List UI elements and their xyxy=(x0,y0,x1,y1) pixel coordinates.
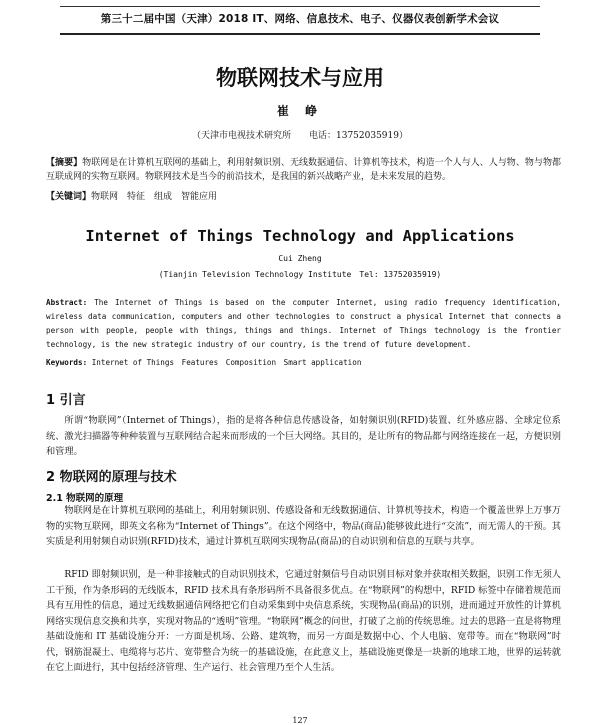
abstract-cn xyxy=(46,156,561,184)
section-1-paragraph: 所谓“物联网”（Internet of Things），指的是将各种信息传感设备，如射频识别(RFID)装置、红外感应器、全球定位系统、激光扫描器等种种装置与互联网结合起来而形成的一个巨大网络。其目的，是让所有的物品都与网络连接在一起，方便识别和管理。 xyxy=(46,415,561,457)
section-2-heading: 2 物联网的原理与技术 xyxy=(46,470,177,485)
section-2-1-paragraph-1: 物联网是在计算机互联网的基础上，利用射频识别、传感设备和无线数据通信、计算机等技术，构造一个覆盖世界上万事万物的实物互联网，即英文名称为“Internet of Things”。在这个网络中，物品(商品)能够彼此进行“交流”，而无需人的干预。其实质是利用射频自动识别(RFID)技术，通过计算机互联网实现物品(商品)的自动识别和信息的互联与共享。 xyxy=(46,505,561,547)
keywords-en-label: Keywords: xyxy=(46,358,88,367)
paper-title-en: Internet of Things Technology and Applications xyxy=(85,227,515,245)
conference-header: 第三十二届中国（天津）2018 IT、网络、信息技术、电子、仪器仪表创新学术会议 xyxy=(60,6,540,35)
abstract-en xyxy=(46,296,561,352)
author-en: Cui Zheng xyxy=(278,254,322,263)
keywords-cn-label: 【关键词】 xyxy=(46,192,92,202)
section-2-1-heading: 2.1 物联网的原理 xyxy=(46,493,124,504)
affiliation-en: (Tianjin Television Technology Institute Tel: 13752035919) xyxy=(158,270,442,279)
abstract-cn-text: 物联网是在计算机互联网的基础上，利用射频识别、无线数据通信、计算机等技术，构造一个人与人、人与物、物与物都互联成网的实物互联网。物联网技术是当今的前沿技术，是我国的新兴战略产业，是未来发展的趋势。 xyxy=(46,158,561,182)
abstract-cn-label: 【摘要】 xyxy=(46,158,83,168)
section-1-heading: 1 引言 xyxy=(46,393,86,408)
keywords-en xyxy=(46,357,561,368)
keywords-cn-text: 物联网 特征 组成 智能应用 xyxy=(91,192,218,202)
abstract-en-label: Abstract: xyxy=(46,298,88,307)
affiliation-cn: （天津市电视技术研究所 电话：13752035919） xyxy=(192,131,408,141)
abstract-en-text: The Internet of Things is based on the computer Internet, using radio frequency identification, wireless data communication, computers and other technologies to construct a physical Internet that connects a person with people, people with things, things and things. Internet of Things technology is the frontier technology, is the new strategic industry of our country, is the trend of future development. xyxy=(46,298,561,349)
section-2-1-paragraph-2: RFID 即射频识别，是一种非接触式的自动识别技术，它通过射频信号自动识别目标对象并获取相关数据，识别工作无须人工干预，作为条形码的无线版本，RFID 技术具有条形码所不具备很多优点。在“物联网”的构想中，RFID 标签中存储着规范而具有互用性的信息，通过无线数据通信网络把它们自动采集到中央信息系统，实现物品(商品)的识别，进而通过开放性的计算机网络实现信息交换和共享，实现对物品的“透明”管理。“物联网”概念的问世，打破了之前的传统思维。过去的思路一直是将物理基础设施和 IT 基础设施分开：一方面是机场、公路、建筑物，而另一方面是数据中心、个人电脑、宽带等。而在“物联网”时代，钢筋混凝土、电缆将与芯片、宽带整合为统一的基础设施，在此意义上，基础设施更像是一块新的地球工地，世界的运转就在它上面进行，其中包括经济管理、生产运行、社会管理乃至个人生活。 xyxy=(46,569,561,673)
keywords-en-text: Internet of Things Features Composition Smart application xyxy=(91,358,362,367)
author-cn: 崔 峥 xyxy=(276,104,324,118)
page-number: 127 xyxy=(292,716,308,725)
paper-title-cn: 物联网技术与应用 xyxy=(216,66,384,90)
keywords-cn xyxy=(46,190,561,204)
